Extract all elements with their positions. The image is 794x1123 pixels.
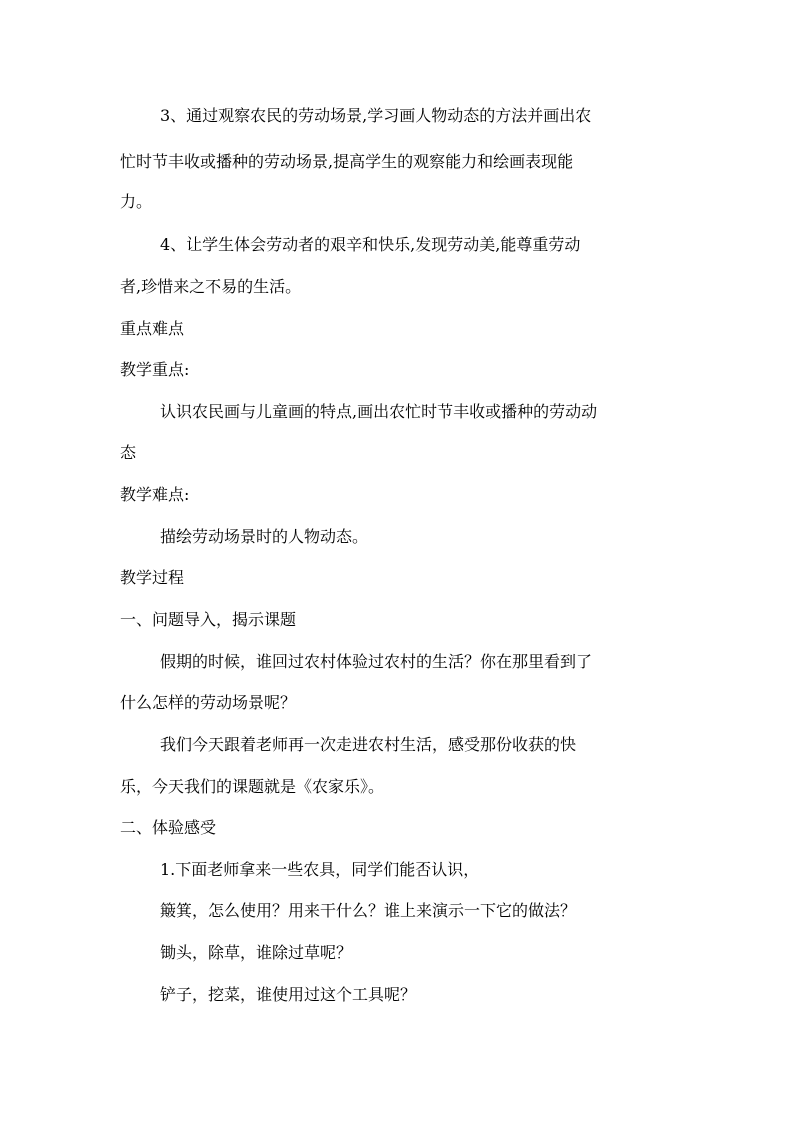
tool-hoe-line: 锄头，除草，谁除过草呢？ xyxy=(160,943,353,962)
section-1-paragraph-2-line-2: 乐，今天我们的课题就是《农家乐》。 xyxy=(120,777,385,796)
teaching-focus-line-1: 认识农民画与儿童画的特点,画出农忙时节丰收或播种的劳动动 xyxy=(160,402,598,421)
section-2-item-1: 1.下面老师拿来一些农具，同学们能否认识， xyxy=(160,860,480,879)
section-2-heading: 二、体验感受 xyxy=(120,818,217,837)
teaching-process-heading: 教学过程 xyxy=(120,568,185,587)
section-1-paragraph-2-line-1: 我们今天跟着老师再一次走进农村生活，感受那份收获的快 xyxy=(160,735,577,754)
objective-4-line-1: 4、让学生体会劳动者的艰辛和快乐,发现劳动美,能尊重劳动 xyxy=(160,235,581,254)
tool-dustpan-line: 簸箕，怎么使用？用来干什么？谁上来演示一下它的做法？ xyxy=(160,901,577,920)
section-1-paragraph-1-line-1: 假期的时候，谁回过农村体验过农村的生活？你在那里看到了 xyxy=(160,652,593,671)
teaching-focus-label: 教学重点: xyxy=(120,360,190,379)
teaching-difficulty-text: 描绘劳动场景时的人物动态。 xyxy=(160,527,369,546)
teaching-focus-line-2: 态 xyxy=(120,443,137,462)
section-1-paragraph-1-line-2: 什么怎样的劳动场景呢？ xyxy=(120,693,297,712)
objective-3-line-2: 忙时节丰收或播种的劳动场景,提高学生的观察能力和绘画表现能 xyxy=(120,152,574,171)
teaching-difficulty-label: 教学难点: xyxy=(120,485,190,504)
objective-3-line-1: 3、通过观察农民的劳动场景,学习画人物动态的方法并画出农 xyxy=(160,106,592,125)
objective-3-line-3: 力。 xyxy=(120,192,153,211)
key-points-heading: 重点难点 xyxy=(120,319,185,338)
section-1-heading: 一、问题导入，揭示课题 xyxy=(120,610,297,629)
objective-4-line-2: 者,珍惜来之不易的生活。 xyxy=(120,277,302,296)
tool-shovel-line: 铲子，挖菜，谁使用过这个工具呢？ xyxy=(160,985,417,1004)
